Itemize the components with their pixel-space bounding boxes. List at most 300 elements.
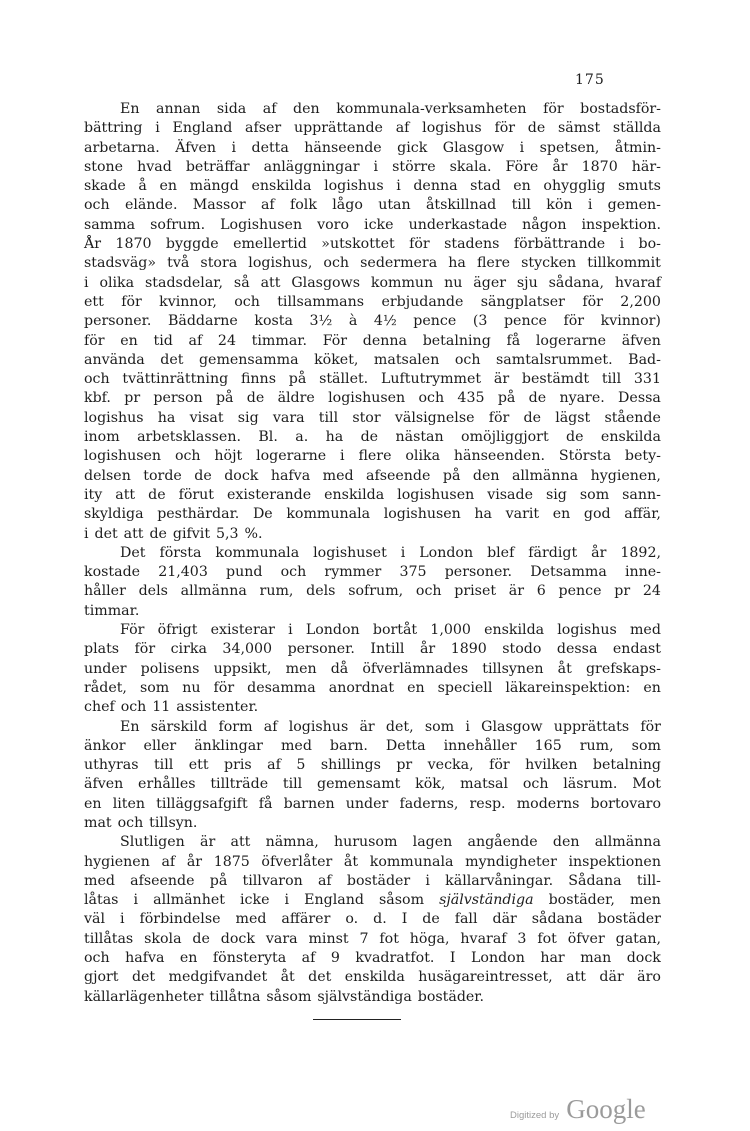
text-line [84,698,661,717]
word: 9 [330,950,340,967]
word: För [322,332,348,349]
word: kvadratfot. [355,950,435,967]
word: logerarne [256,448,327,465]
word: affär, [624,506,661,523]
word: välsignelse [394,409,475,426]
word: arbetarna. [84,139,160,156]
word: England [304,892,364,909]
word: de [528,390,547,407]
word: kostade [84,564,141,581]
word: samma [84,216,136,233]
word: i [231,139,237,156]
word: I [401,911,408,928]
word: dessa [556,641,598,658]
word: sämst [557,120,601,137]
word: priset [454,583,497,600]
word: i [133,892,139,909]
word: 1890 [450,641,487,658]
word: 165 [534,737,562,754]
word: en [513,178,531,195]
word: gemensamma [198,351,299,368]
word: i [373,158,379,175]
word: år [419,641,436,658]
word: låtas [84,892,119,909]
word: voro [317,216,350,233]
word: är [200,834,216,851]
word: få [258,795,273,812]
word: enskilda [600,429,661,446]
word: till [601,371,622,388]
word: fot [537,930,557,947]
word: af [395,120,410,137]
word: För [120,622,145,639]
text-line [84,332,661,351]
word: kommunala [369,853,454,870]
word: (3 [472,313,488,330]
word: skyldiga [84,506,144,523]
word: till- [636,872,661,889]
word: öfverlämnades [362,660,469,677]
word: nämna, [265,834,319,851]
word: hygienen, [590,467,661,484]
text-line [84,216,661,235]
word: pesthärdar. [157,506,240,523]
word: 11 [152,699,171,716]
word: fot [379,930,399,947]
word: äfven [621,332,661,349]
word: 21,403 [158,564,208,581]
word: hvaraf [460,930,507,947]
word: de [523,409,541,426]
text-line [84,968,661,987]
word: och [280,564,307,581]
word: logishusen [84,448,162,465]
word: stadens [444,236,500,253]
word: shillings [320,757,381,774]
word: pris [224,757,252,774]
word: af [301,950,316,967]
word: lågo [332,197,363,214]
text-line [84,563,661,582]
word: äger [473,274,506,291]
word: barnen [283,795,335,812]
word: delsen [84,467,131,484]
word: Detta [385,737,426,754]
word: angående [467,834,538,851]
word: hvad [137,158,172,175]
word: upprättande [293,120,383,137]
word: En [120,718,140,735]
word: personer. [444,564,513,581]
word: dock [626,950,661,967]
watermark-prefix: Digitized by [510,1110,560,1121]
word: Före [505,158,539,175]
word: på [288,371,307,388]
word: i [465,718,470,735]
word: Äfven [175,139,217,156]
word: åt [557,660,572,677]
word: logishus [557,622,617,639]
word: icke [364,216,394,233]
word: och [84,950,110,967]
word: utan [378,197,411,214]
word: torde [143,467,182,484]
word: spetsen, [539,139,600,156]
word: för [84,332,105,349]
text-line [84,775,661,794]
word: logishusen [397,486,475,503]
word: skola [144,930,182,947]
word: så [233,274,250,291]
word: för [213,679,235,696]
word: väl [84,911,106,928]
word: självständiga [439,892,534,909]
word: elände. [124,197,178,214]
text-line [84,853,661,872]
word: gifvit [172,525,211,542]
word: hvaraf [614,274,661,291]
word: logishusen [383,506,461,523]
word: någon [522,216,567,233]
word: i [587,197,593,214]
word: London [470,950,525,967]
text-line [84,544,661,563]
word: sann- [622,486,661,503]
word: enskilda [484,622,545,639]
word: moderns [516,795,580,812]
word: det [131,969,156,986]
word: tillkommit [587,255,661,272]
word: stadsväg» [84,255,157,272]
word: sofrum. [150,216,206,233]
word: tillåtas [84,930,134,947]
word: enskilda [251,178,312,195]
word: änklingar [194,737,263,754]
word: annan [156,101,201,117]
word: matsalen [373,351,440,368]
word: en [643,679,661,696]
word: finns [240,371,276,388]
word: af [263,718,278,735]
text-line [84,872,661,891]
word: 1870 [581,158,618,175]
word: gemensamt [316,776,401,793]
word: kommunala [215,544,300,561]
word: med [280,737,312,754]
text-line [84,389,661,408]
word: skala. [449,158,492,175]
text-line [84,486,661,505]
word: i [619,236,625,253]
word: första [159,544,202,561]
word: åt [343,853,359,870]
text-line [84,795,661,814]
word: sådana, [548,274,604,291]
word: där [492,911,517,928]
word: hänseende [304,139,382,156]
word: till [282,776,303,793]
word: öfverlåter [261,853,333,870]
word: läkareinspektion: [505,679,631,696]
word: kvinnor) [600,313,661,330]
word: afseende [366,467,431,484]
word: att [260,274,281,291]
word: logishus [84,409,144,426]
word: ett [84,293,104,310]
word: för [563,313,585,330]
word: bortovaro [590,795,661,812]
word: olika [99,274,135,291]
word: på [442,467,461,484]
word: logishus [422,120,482,137]
word: kosta [254,313,293,330]
text-line [84,660,661,679]
word: assistenter. [176,699,259,716]
word: Luftutrymmet [380,371,482,388]
word: nu [444,274,463,291]
text-line [84,833,661,852]
word: dock [224,467,259,484]
word: förut [178,486,214,503]
word: betalning [592,757,661,774]
word: pr [396,757,413,774]
text-line [84,409,661,428]
word: allmänna [511,467,579,484]
word: under [84,660,127,677]
word: fönsteryta [212,950,287,967]
word: Mot [632,776,661,793]
word: af [260,197,275,214]
word: bättring [84,120,143,137]
text-line [84,988,661,1007]
word: sedermera [360,255,438,272]
word: är [508,583,525,600]
word: att [115,486,136,503]
text-line [84,467,661,486]
word: ett [188,757,209,774]
word: af [317,872,332,889]
word: man [580,950,612,967]
word: bortåt [372,622,418,639]
word: höjt [214,448,243,465]
word: i [288,622,293,639]
word: här- [631,158,661,175]
word: och [120,699,147,716]
word: att [123,525,144,542]
word: å [138,178,147,195]
word: logishus [288,718,349,735]
word: affärer [281,911,331,928]
word: Glasgow [442,139,505,156]
word: personer. [84,313,152,330]
word: timmar. [84,602,140,619]
text-line [84,505,661,524]
text-line [84,718,661,737]
word: på [209,872,228,889]
word: allmänna [180,583,247,600]
word: timmar. [251,332,308,349]
word: tillsammans [277,293,365,310]
word: myndigheter [465,853,557,870]
digitized-watermark [510,1094,646,1125]
word: kommun [370,274,434,291]
word: ohygglig [543,178,606,195]
word: en [407,679,425,696]
word: hafva [125,950,165,967]
word: och [234,293,260,310]
word: sig [545,486,567,503]
word: tillträde [210,776,269,793]
word: inom [84,429,120,446]
word: Glasgows [291,274,360,291]
word: kök, [415,776,446,793]
word: god [583,506,611,523]
word: tillsyn. [149,814,198,831]
word: det [308,969,332,986]
word: ity [84,486,103,503]
word: »utskottet [321,236,395,253]
word: är [493,371,510,388]
word: logishusen [328,390,406,407]
word: 1,000 [430,622,471,639]
word: stor [352,409,381,426]
word: nyare. [559,390,605,407]
word: en [120,332,138,349]
word: uthyras [84,757,139,774]
word: samtalsrummet. [496,351,613,368]
word: existerande [226,486,312,503]
word: de [192,930,210,947]
word: denna [362,332,408,349]
word: källarlägenheter [84,988,204,1005]
word: uppsikt, [213,660,272,677]
word: flere [358,448,392,465]
word: sofrum, [348,583,404,600]
text-line [84,100,661,119]
word: hänseenden. [453,448,545,465]
word: till [511,197,531,214]
word: den [552,834,580,851]
word: i [84,525,89,542]
word: Dessa [618,390,661,407]
word: läsrum. [563,776,618,793]
word: höga, [409,930,450,947]
text-line [84,582,661,601]
word: bostäder [346,872,411,889]
word: är [359,718,375,735]
word: med [322,467,354,484]
text-line [84,139,661,158]
word: hurusom [333,834,398,851]
word: rum, [259,583,294,600]
word: stone [84,158,124,175]
word: sängplatser [480,293,565,310]
word: tillvaron [242,872,303,889]
word: År [84,236,102,253]
word: en [84,795,102,812]
word: självständiga [317,988,412,1005]
word: men [629,892,661,909]
word: Slutligen [120,834,185,851]
text-line [84,158,661,177]
word: denna [413,178,458,195]
word: 435 [457,390,485,407]
word: blef [487,544,515,561]
text-line [84,930,661,949]
word: sida [216,101,247,117]
text-line [84,312,661,331]
word: polisens [140,660,200,677]
word: tilläggsafgift [156,795,248,812]
word: chef [84,699,115,716]
word: och [84,197,110,214]
word: af [188,332,203,349]
word: Detsamma [530,564,607,581]
text-line [84,428,661,447]
word: en [179,950,198,967]
text-line [84,621,661,640]
word: medgifvandet [168,969,268,986]
word: den [472,467,500,484]
word: husägareintresset, [418,969,553,986]
word: I [449,950,456,967]
word: Logishusen [220,216,303,233]
text-line [84,447,661,466]
word: lagen [412,834,453,851]
word: detta [251,139,289,156]
word: innehåller [443,737,517,754]
word: år [591,544,607,561]
word: London [419,544,474,561]
word: i [396,178,401,195]
text-line [84,640,661,659]
word: pence [503,313,547,330]
word: flere [476,255,511,272]
word: gjort [84,969,119,986]
word: med [629,622,661,639]
word: a. [295,429,309,446]
word: med [84,872,115,889]
word: särskild [150,718,208,735]
word: ha [474,506,493,523]
word: de [148,486,166,503]
word: vecka, [427,757,474,774]
text-line [84,293,661,312]
word: 6 [536,583,546,600]
word: nästan [395,429,444,446]
word: speciell [437,679,493,696]
word: tvättinrättning [122,371,229,388]
text-line [84,891,661,910]
word: rum, [579,737,614,754]
word: bostäder. [417,988,485,1005]
word: sig [237,409,259,426]
word: för [494,120,516,137]
word: som [579,486,610,503]
word: stadsdelar, [145,274,224,291]
text-line [84,370,661,389]
word: af [262,101,277,117]
word: källarvåningar. [445,872,554,889]
word: logerarne [535,332,606,349]
text-line [84,196,661,215]
word: nu [182,679,201,696]
word: cirka [170,641,207,658]
word: har [540,950,565,967]
word: och [117,814,144,831]
word: byggde [165,236,219,253]
word: det, [385,718,414,735]
